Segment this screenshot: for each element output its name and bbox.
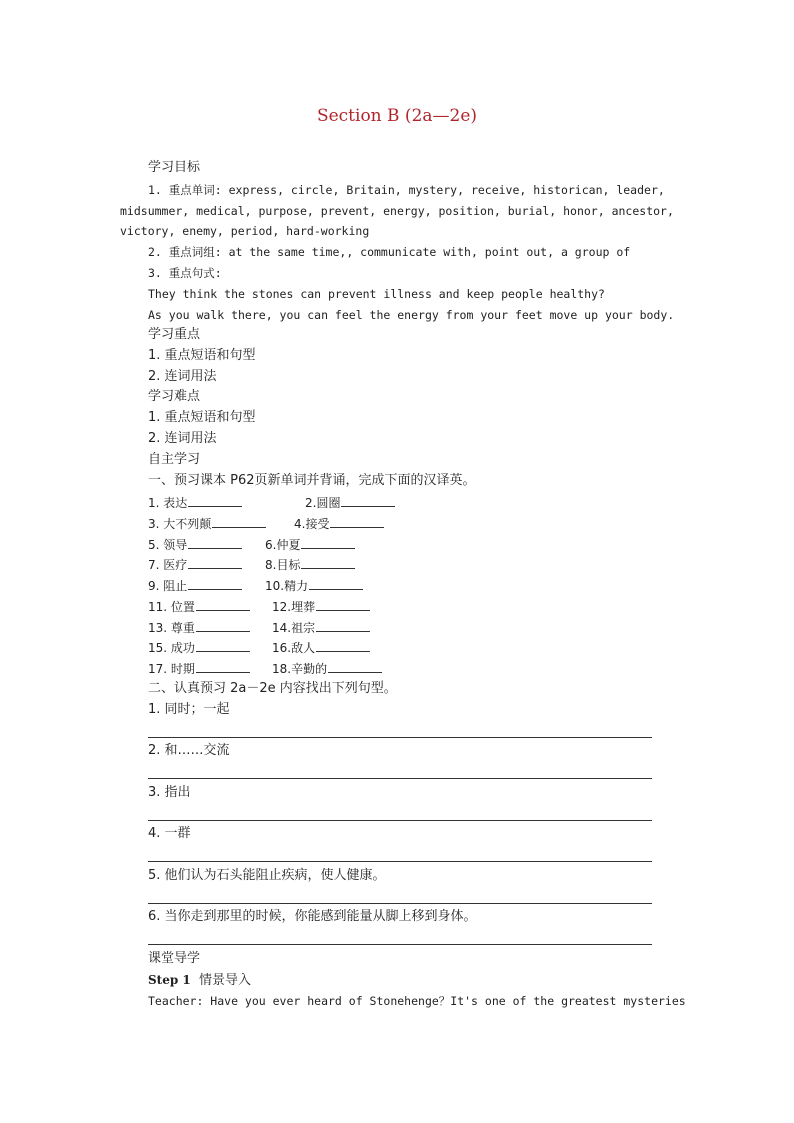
vocab-row: 15. 成功 16.敌人 [148, 639, 370, 656]
class-guide-heading: 课堂导学 [148, 951, 201, 966]
phrase-prompt: 2. 和……交流 [148, 743, 230, 758]
answer-blank[interactable] [309, 578, 363, 590]
goal-3: 3. 重点句式: [148, 266, 222, 280]
goal-1-line-3: victory, enemy, period, hard-working [120, 224, 370, 238]
difficulty-heading: 学习难点 [148, 389, 201, 404]
answer-blank[interactable] [212, 516, 266, 528]
vocab-row: 17. 时期 18.辛勤的 [148, 660, 382, 677]
vocab-row: 9. 阻止 10.精力 [148, 577, 363, 594]
self-study-heading: 自主学习 [148, 452, 201, 467]
teacher-line: Teacher: Have you ever heard of Stonehenge？It's one of the greatest mysteries [148, 994, 686, 1008]
vocab-row: 13. 尊重 14.祖宗 [148, 619, 370, 636]
answer-blank[interactable] [196, 620, 250, 632]
answer-blank[interactable] [188, 557, 242, 569]
phrase-prompt: 4. 一群 [148, 826, 191, 841]
goal-1-line-1: 1. 重点单词: express, circle, Britain, mystery, receive, historican, leader, [148, 183, 665, 197]
key-item-2: 2. 连词用法 [148, 369, 217, 384]
answer-blank[interactable] [196, 640, 250, 652]
answer-blank[interactable] [188, 495, 242, 507]
key-item-1: 1. 重点短语和句型 [148, 348, 256, 363]
answer-blank[interactable] [316, 640, 370, 652]
phrase-prompt: 1. 同时；一起 [148, 702, 230, 717]
answer-blank[interactable] [196, 661, 250, 673]
page-title: Section B (2a—2e) [316, 106, 478, 126]
task-2-instruction: 二、认真预习 2a－2e 内容找出下列句型。 [148, 681, 397, 696]
answer-line[interactable] [148, 944, 652, 945]
phrase-prompt: 6. 当你走到那里的时候，你能感到能量从脚上移到身体。 [148, 909, 477, 924]
vocab-row: 3. 大不列颠 4.接受 [148, 515, 384, 532]
goal-2: 2. 重点词组: at the same time,, communicate with, point out, a group of [148, 245, 631, 259]
vocab-row: 1. 表达 2.圆圈 [148, 494, 395, 511]
answer-blank[interactable] [328, 661, 382, 673]
answer-blank[interactable] [196, 599, 250, 611]
vocab-row: 11. 位置 12.埋葬 [148, 598, 370, 615]
phrase-prompt: 5. 他们认为石头能阻止疾病，使人健康。 [148, 868, 386, 883]
goal-1-line-2: midsummer, medical, purpose, prevent, energy, position, burial, honor, ancestor, [120, 204, 674, 218]
answer-line[interactable] [148, 820, 652, 821]
answer-blank[interactable] [316, 599, 370, 611]
answer-blank[interactable] [330, 516, 384, 528]
step-1-label: Step 1 [148, 973, 191, 987]
answer-blank[interactable] [341, 495, 395, 507]
key-sentence-1: They think the stones can prevent illness and keep people healthy? [148, 287, 605, 301]
difficulty-item-2: 2. 连词用法 [148, 431, 217, 446]
step-1-text: 情景导入 [199, 973, 252, 988]
difficulty-item-1: 1. 重点短语和句型 [148, 410, 256, 425]
answer-line[interactable] [148, 737, 652, 738]
phrase-prompt: 3. 指出 [148, 785, 191, 800]
answer-blank[interactable] [301, 537, 355, 549]
answer-blank[interactable] [316, 620, 370, 632]
key-sentence-2: As you walk there, you can feel the energy from your feet move up your body. [148, 308, 675, 322]
task-1-instruction: 一、预习课本 P62页新单词并背诵，完成下面的汉译英。 [148, 473, 476, 488]
answer-line[interactable] [148, 861, 652, 862]
answer-line[interactable] [148, 903, 652, 904]
key-heading: 学习重点 [148, 327, 201, 342]
answer-blank[interactable] [301, 557, 355, 569]
answer-blank[interactable] [188, 537, 242, 549]
answer-line[interactable] [148, 778, 652, 779]
vocab-row: 5. 领导 6.仲夏 [148, 536, 355, 553]
goals-heading: 学习目标 [148, 160, 201, 175]
vocab-row: 7. 医疗 8.目标 [148, 556, 355, 573]
step-1 [148, 972, 251, 989]
answer-blank[interactable] [188, 578, 242, 590]
